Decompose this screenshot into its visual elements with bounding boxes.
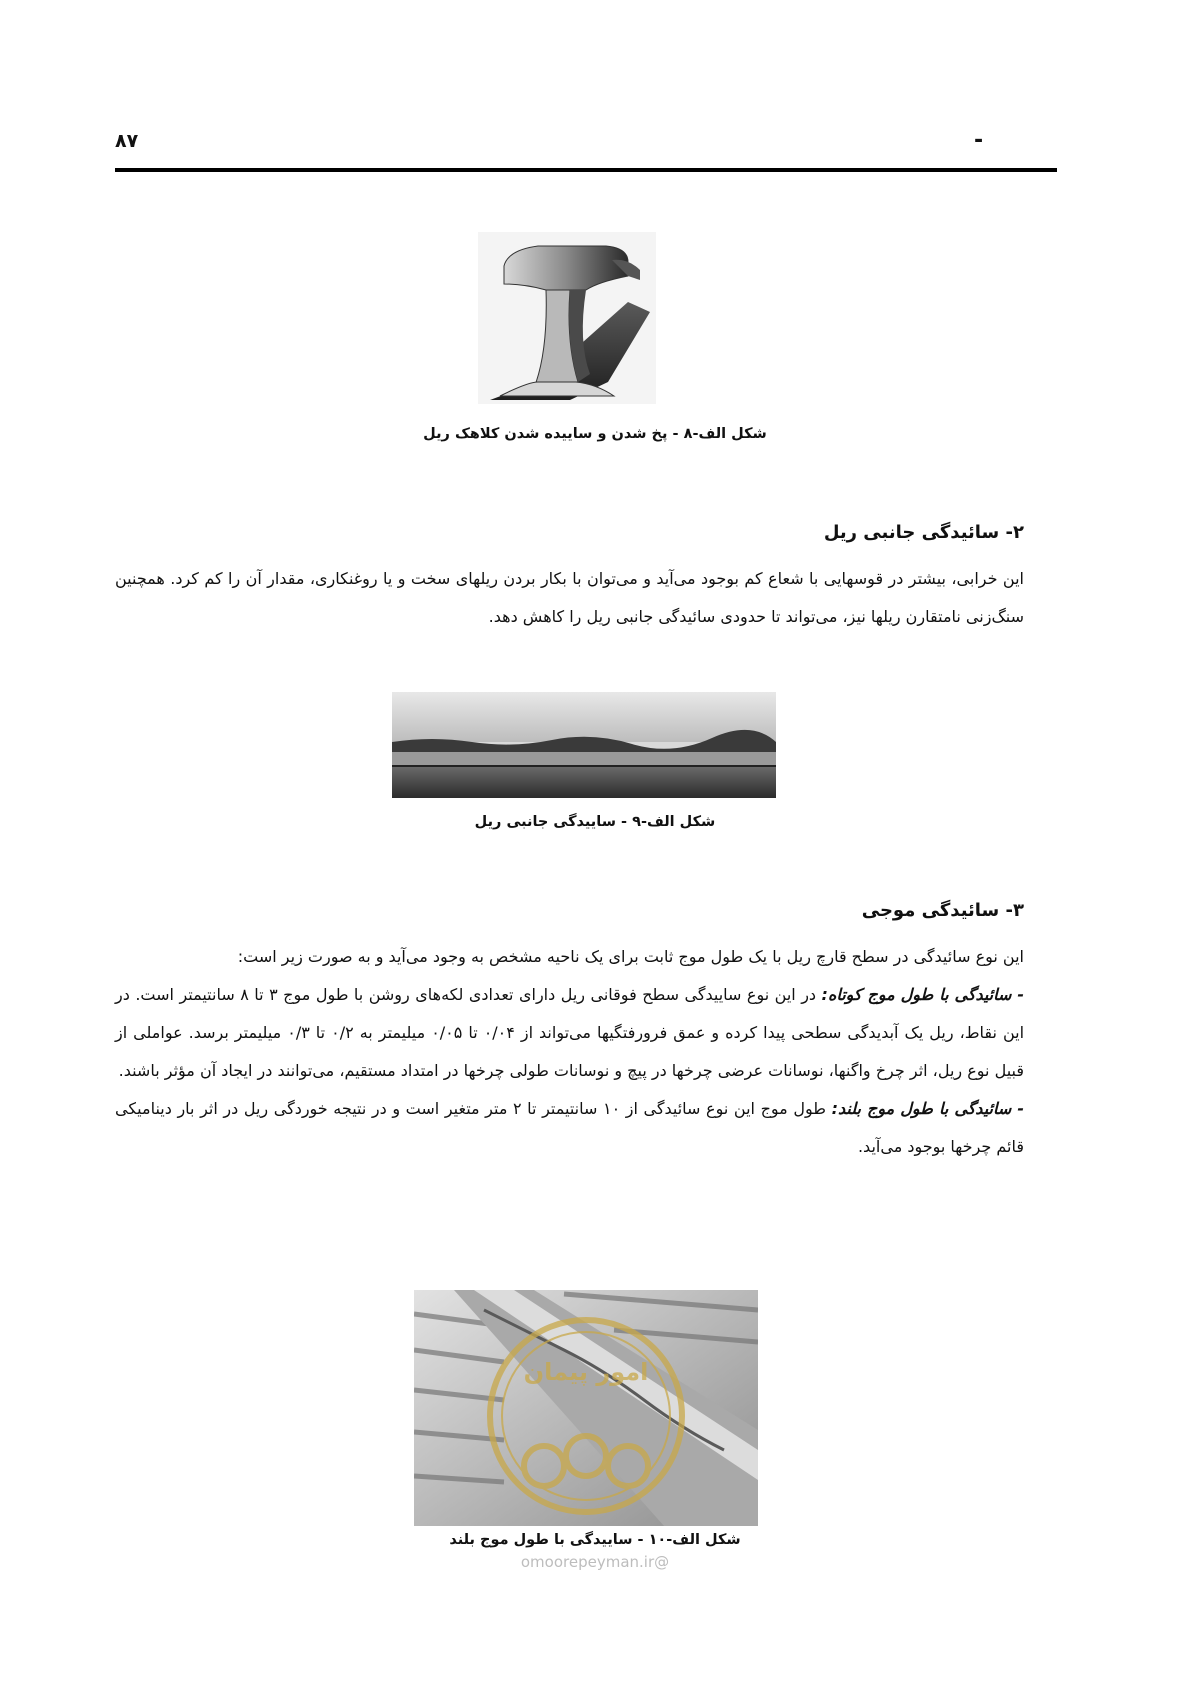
figure-10-caption: شکل الف-۱۰ - ساییدگی با طول موج بلند <box>449 1532 741 1548</box>
header-mark: - <box>974 128 984 153</box>
page-number: ۸۷ <box>115 130 139 152</box>
short-wave-paragraph <box>115 976 1024 1090</box>
header-rule <box>115 168 1057 172</box>
figure-8-caption: شکل الف-۸ - پخ شدن و ساییده شدن کلاهک ریل <box>423 426 767 442</box>
long-wave-lead: - سائیدگی با طول موج بلند: <box>831 1099 1024 1118</box>
section-2-text: این خرابی، بیشتر در قوسهایی با شعاع کم بوجود می‌آید و می‌توان با بکار بردن ریلهای سخت و یا روغنکاری، مقدار آن را کم کرد. همچنین سنگ‌زنی نامتقارن ریلها نیز، می‌تواند تا حدودی سائیدگی جانبی ریل را کاهش دهد. <box>115 569 1024 626</box>
section-3-intro: این نوع سائیدگی در سطح قارچ ریل با یک طول موج ثابت برای یک ناحیه مشخص به وجود می‌آید و به صورت زیر است: <box>237 947 1024 966</box>
figure-8-image <box>478 232 656 404</box>
short-wave-lead: - سائیدگی با طول موج کوتاه: <box>821 985 1025 1004</box>
section-3-body <box>115 938 1024 1166</box>
watermark-site: @omoorepeyman.ir <box>520 1553 670 1571</box>
section-3-heading: ۳- سائیدگی موجی <box>861 900 1024 921</box>
figure-9-image <box>392 692 776 798</box>
watermark-logo-text: امور پیمان <box>523 1358 649 1386</box>
figure-9-caption: شکل الف-۹ - ساییدگی جانبی ریل <box>474 814 716 830</box>
figure-10-image <box>414 1290 758 1526</box>
long-wave-paragraph <box>115 1090 1024 1166</box>
long-wave-text: طول موج این نوع سائیدگی از ۱۰ سانتیمتر تا ۲ متر متغیر است و در نتیجه خوردگی ریل در اثر بار دینامیکی قائم چرخها بوجود می‌آید. <box>115 1099 1024 1156</box>
section-2-heading: ۲- سائیدگی جانبی ریل <box>823 522 1024 543</box>
short-wave-text: در این نوع ساییدگی سطح فوقانی ریل دارای تعدادی لکه‌های روشن با طول موج ۳ تا ۸ سانتیمتر است. در این نقاط، ریل یک آبدیدگی سطحی پیدا کرده و عمق فرورفتگیها می‌تواند از ۰/۰۴ تا ۰/۰۵ میلیمتر به ۰/۲ تا ۰/۳ میلیمتر برسد. عواملی از قبیل نوع ریل، اثر چرخ واگنها، نوسانات عرضی چرخها در پیچ و نوسانات طولی چرخها در امتداد مستقیم، می‌توانند در ایجاد آن مؤثر باشند. <box>115 985 1025 1080</box>
section-2-body <box>115 560 1024 636</box>
